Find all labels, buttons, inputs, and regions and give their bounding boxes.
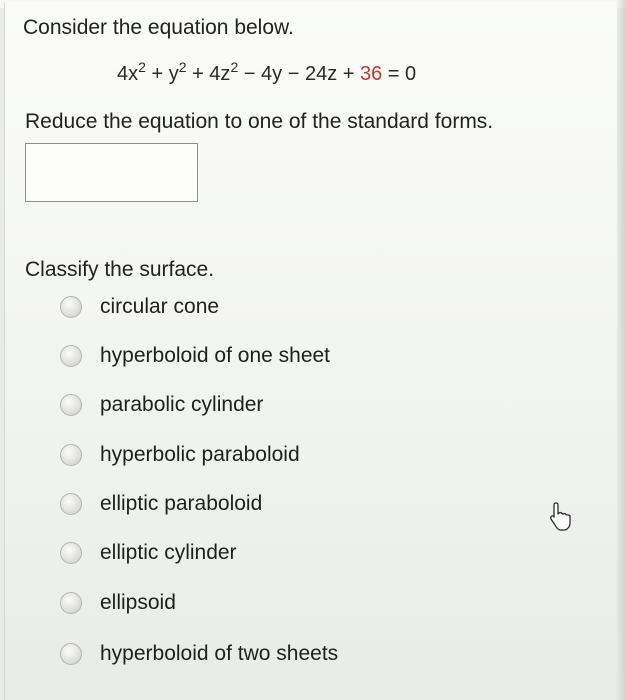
radio-button[interactable] [60, 643, 82, 665]
option-label: hyperbolic paraboloid [100, 443, 300, 466]
eq-constant: 36 [359, 63, 383, 85]
option-label: hyperboloid of one sheet [100, 344, 331, 367]
eq-linear-terms: − 4y − 24z + [238, 63, 360, 85]
option-label: ellipsoid [100, 591, 176, 614]
radio-button[interactable] [60, 394, 82, 416]
answer-input[interactable] [25, 143, 198, 202]
radio-button[interactable] [60, 345, 82, 367]
classify-prompt: Classify the surface. [25, 258, 215, 281]
option-elliptic-paraboloid[interactable] [60, 489, 262, 519]
option-label: circular cone [100, 295, 220, 318]
eq-exponent: 2 [178, 59, 187, 75]
eq-term-4x: 4x [117, 63, 139, 85]
option-label: hyperboloid of two sheets [100, 642, 339, 665]
reduce-prompt: Reduce the equation to one of the standard forms. [25, 110, 494, 133]
eq-equals-zero: = 0 [382, 63, 417, 85]
option-hyperbolic-paraboloid[interactable] [60, 440, 300, 470]
intro-text: Consider the equation below. [23, 16, 294, 39]
eq-exponent: 2 [230, 59, 239, 75]
radio-button[interactable] [60, 542, 82, 564]
eq-term-y: + y [145, 63, 179, 85]
radio-button[interactable] [60, 444, 82, 466]
right-shadow [616, 0, 626, 700]
radio-button[interactable] [60, 493, 82, 515]
option-label: elliptic paraboloid [100, 492, 263, 515]
radio-button[interactable] [60, 592, 82, 614]
eq-term-4z: + 4z [186, 63, 231, 85]
option-hyperboloid-two-sheets[interactable] [60, 639, 338, 669]
option-circular-cone[interactable] [60, 292, 219, 322]
eq-exponent: 2 [138, 59, 146, 75]
option-parabolic-cylinder[interactable] [60, 390, 263, 420]
option-label: parabolic cylinder [100, 393, 264, 416]
option-hyperboloid-one-sheet[interactable] [60, 341, 330, 371]
option-label: elliptic cylinder [100, 541, 237, 564]
mouse-pointer-icon [549, 502, 575, 532]
option-elliptic-cylinder[interactable] [60, 538, 237, 568]
radio-button[interactable] [60, 296, 82, 318]
option-ellipsoid[interactable] [60, 588, 176, 618]
equation [117, 59, 417, 86]
